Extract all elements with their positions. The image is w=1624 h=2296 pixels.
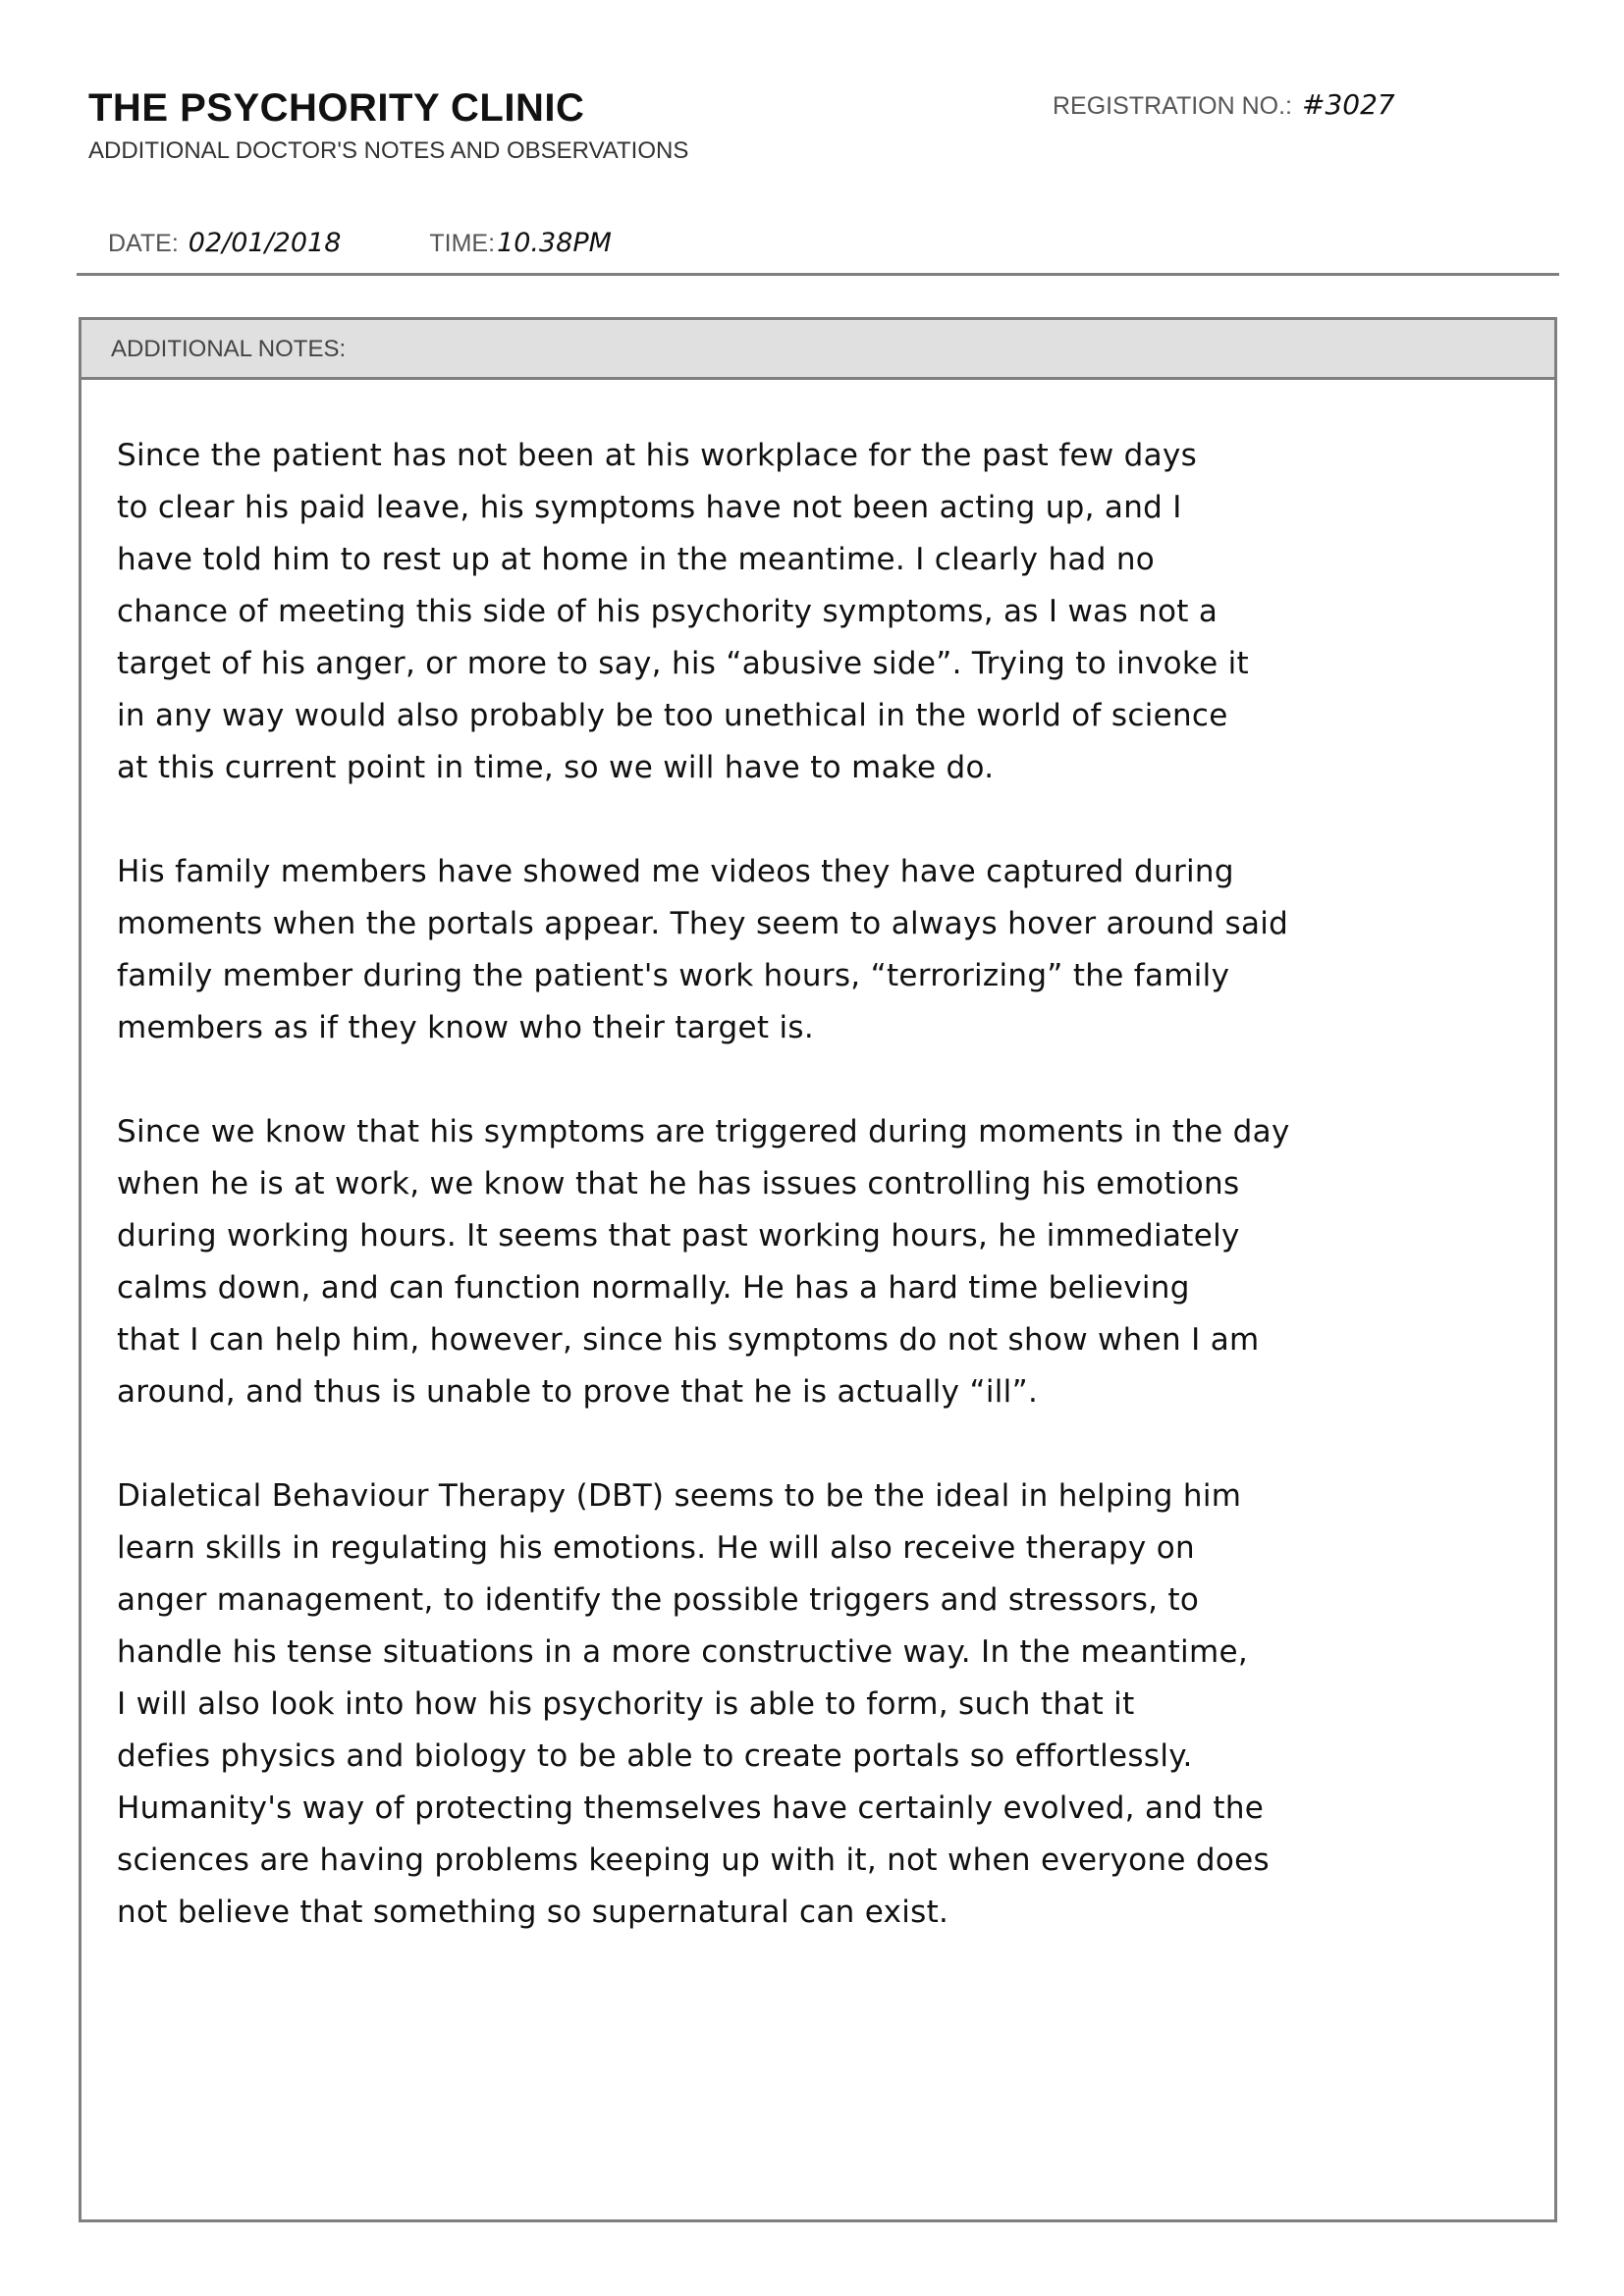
notes-body bbox=[117, 430, 1525, 1991]
note-line: calms down, and can function normally. He has a hard time believing bbox=[117, 1270, 1190, 1306]
date-value: 02/01/2018 bbox=[188, 228, 342, 258]
note-line: family member during the patient's work hours, “terrorizing” the family bbox=[117, 958, 1230, 993]
note-paragraph bbox=[117, 1470, 1525, 1939]
registration-value: #3027 bbox=[1302, 88, 1395, 121]
note-line: Since the patient has not been at his workplace for the past few days bbox=[117, 438, 1198, 473]
note-line: I will also look into how his psychority is able to form, such that it bbox=[117, 1686, 1135, 1722]
notes-heading: ADDITIONAL NOTES: bbox=[111, 336, 347, 362]
date-time-row bbox=[108, 228, 612, 258]
note-line: Humanity's way of protecting themselves have certainly evolved, and the bbox=[117, 1790, 1265, 1826]
note-line: moments when the portals appear. They seem to always hover around said bbox=[117, 906, 1289, 941]
note-line: have told him to rest up at home in the meantime. I clearly had no bbox=[117, 542, 1156, 577]
note-paragraph bbox=[117, 846, 1525, 1054]
note-line: Since we know that his symptoms are triggered during moments in the day bbox=[117, 1114, 1290, 1149]
date-label: DATE: bbox=[108, 230, 179, 257]
clinic-title: THE PSYCHORITY CLINIC bbox=[88, 86, 585, 130]
note-line: sciences are having problems keeping up with it, not when everyone does bbox=[117, 1842, 1270, 1878]
time-value: 10.38PM bbox=[497, 228, 612, 258]
time-label: TIME: bbox=[429, 230, 496, 257]
note-line: to clear his paid leave, his symptoms have not been acting up, and I bbox=[117, 490, 1182, 525]
note-line: defies physics and biology to be able to create portals so effortlessly. bbox=[117, 1738, 1193, 1774]
note-line: members as if they know who their target is. bbox=[117, 1010, 815, 1045]
note-line: during working hours. It seems that past working hours, he immediately bbox=[117, 1218, 1240, 1254]
note-line: when he is at work, we know that he has issues controlling his emotions bbox=[117, 1166, 1240, 1201]
note-line: in any way would also probably be too unethical in the world of science bbox=[117, 698, 1228, 733]
registration-label: REGISTRATION NO.: bbox=[1053, 92, 1292, 120]
registration-field bbox=[1053, 88, 1395, 121]
note-line: at this current point in time, so we will have to make do. bbox=[117, 750, 995, 785]
note-line: His family members have showed me videos they have captured during bbox=[117, 854, 1234, 889]
note-line: anger management, to identify the possible triggers and stressors, to bbox=[117, 1582, 1200, 1618]
note-line: that I can help him, however, since his symptoms do not show when I am bbox=[117, 1322, 1260, 1358]
note-line: chance of meeting this side of his psychority symptoms, as I was not a bbox=[117, 594, 1218, 629]
notes-box bbox=[79, 317, 1557, 2222]
note-line: learn skills in regulating his emotions. He will also receive therapy on bbox=[117, 1530, 1195, 1566]
note-line: not believe that something so supernatural can exist. bbox=[117, 1895, 949, 1930]
document-subtitle: ADDITIONAL DOCTOR'S NOTES AND OBSERVATIONS bbox=[88, 137, 689, 164]
note-paragraph bbox=[117, 430, 1525, 794]
notes-header bbox=[81, 320, 1554, 380]
header-divider bbox=[77, 273, 1559, 276]
note-paragraph bbox=[117, 1106, 1525, 1418]
note-line: Dialetical Behaviour Therapy (DBT) seems to be the ideal in helping him bbox=[117, 1478, 1242, 1514]
note-line: around, and thus is unable to prove that he is actually “ill”. bbox=[117, 1374, 1039, 1410]
note-line: handle his tense situations in a more constructive way. In the meantime, bbox=[117, 1634, 1248, 1670]
note-line: target of his anger, or more to say, his “abusive side”. Trying to invoke it bbox=[117, 646, 1249, 681]
